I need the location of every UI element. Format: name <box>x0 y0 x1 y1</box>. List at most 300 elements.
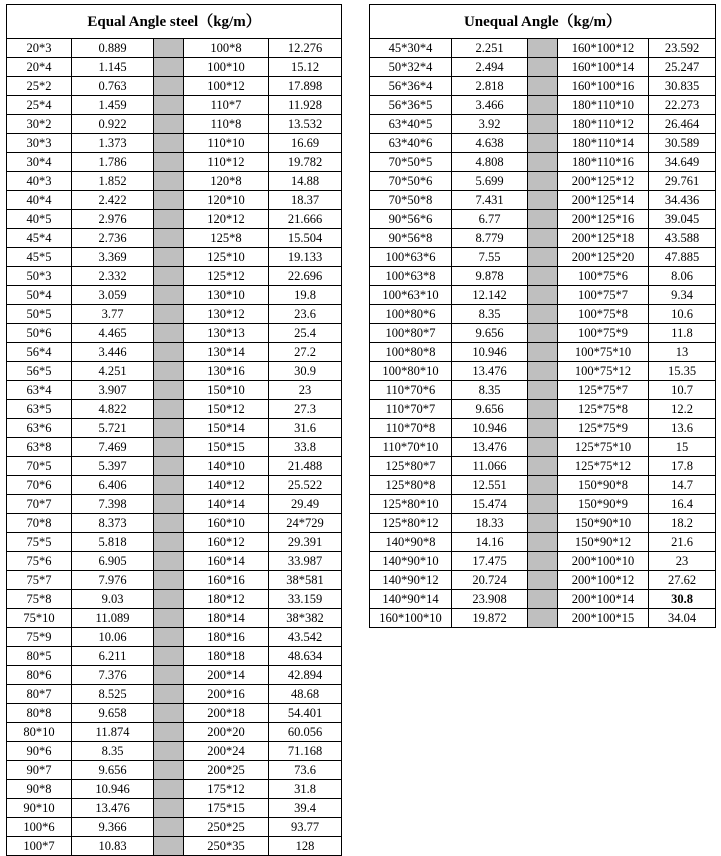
size-cell: 80*5 <box>7 647 72 666</box>
size-cell: 100*63*8 <box>370 267 452 286</box>
weight-cell: 16.4 <box>649 495 716 514</box>
separator-cell <box>154 286 184 305</box>
weight-cell: 30.9 <box>269 362 342 381</box>
size-cell: 130*12 <box>184 305 269 324</box>
weight-cell: 13.532 <box>269 115 342 134</box>
size-cell: 120*8 <box>184 172 269 191</box>
weight-cell: 6.211 <box>72 647 154 666</box>
separator-cell <box>154 514 184 533</box>
separator-cell <box>528 229 558 248</box>
weight-cell: 1.373 <box>72 134 154 153</box>
size-cell: 180*110*14 <box>558 134 649 153</box>
table-row <box>7 248 342 267</box>
weight-cell: 33.8 <box>269 438 342 457</box>
weight-cell: 21.666 <box>269 210 342 229</box>
table-row <box>370 229 716 248</box>
size-cell: 150*90*10 <box>558 514 649 533</box>
table-row <box>7 533 342 552</box>
size-cell: 70*50*5 <box>370 153 452 172</box>
weight-cell: 9.34 <box>649 286 716 305</box>
weight-cell: 19.782 <box>269 153 342 172</box>
weight-cell: 3.92 <box>452 115 528 134</box>
weight-cell: 9.656 <box>452 400 528 419</box>
weight-cell: 30.589 <box>649 134 716 153</box>
separator-cell <box>154 666 184 685</box>
separator-cell <box>154 229 184 248</box>
table-row <box>7 457 342 476</box>
weight-cell: 42.894 <box>269 666 342 685</box>
separator-cell <box>154 761 184 780</box>
separator-cell <box>154 115 184 134</box>
separator-cell <box>528 58 558 77</box>
size-cell: 200*100*12 <box>558 571 649 590</box>
separator-cell <box>528 96 558 115</box>
equal-angle-title: Equal Angle steel（kg/m） <box>7 5 342 39</box>
table-row <box>7 153 342 172</box>
weight-cell: 8.525 <box>72 685 154 704</box>
weight-cell: 10.946 <box>72 780 154 799</box>
size-cell: 200*125*12 <box>558 172 649 191</box>
size-cell: 140*10 <box>184 457 269 476</box>
size-cell: 63*8 <box>7 438 72 457</box>
size-cell: 90*6 <box>7 742 72 761</box>
size-cell: 150*90*12 <box>558 533 649 552</box>
weight-cell: 11.089 <box>72 609 154 628</box>
separator-cell <box>528 286 558 305</box>
size-cell: 110*70*7 <box>370 400 452 419</box>
weight-cell: 5.721 <box>72 419 154 438</box>
weight-cell: 4.808 <box>452 153 528 172</box>
weight-cell: 14.7 <box>649 476 716 495</box>
separator-cell <box>154 723 184 742</box>
separator-cell <box>154 552 184 571</box>
weight-cell: 39.045 <box>649 210 716 229</box>
table-row <box>7 305 342 324</box>
weight-cell: 8.779 <box>452 229 528 248</box>
equal-angle-table <box>6 4 342 856</box>
size-cell: 110*8 <box>184 115 269 134</box>
size-cell: 63*5 <box>7 400 72 419</box>
table-row <box>370 134 716 153</box>
size-cell: 56*36*5 <box>370 96 452 115</box>
weight-cell: 2.251 <box>452 39 528 58</box>
table-row <box>7 799 342 818</box>
table-row <box>7 685 342 704</box>
size-cell: 70*50*8 <box>370 191 452 210</box>
size-cell: 30*2 <box>7 115 72 134</box>
separator-cell <box>528 77 558 96</box>
weight-cell: 38*581 <box>269 571 342 590</box>
equal-angle-body <box>7 39 342 856</box>
weight-cell: 15.474 <box>452 495 528 514</box>
weight-cell: 13.476 <box>72 799 154 818</box>
size-cell: 80*8 <box>7 704 72 723</box>
table-row <box>7 552 342 571</box>
size-cell: 250*25 <box>184 818 269 837</box>
table-row <box>370 77 716 96</box>
size-cell: 70*8 <box>7 514 72 533</box>
size-cell: 110*70*10 <box>370 438 452 457</box>
size-cell: 70*50*6 <box>370 172 452 191</box>
separator-cell <box>154 210 184 229</box>
size-cell: 130*10 <box>184 286 269 305</box>
weight-cell: 9.03 <box>72 590 154 609</box>
table-row <box>7 571 342 590</box>
separator-cell <box>528 39 558 58</box>
size-cell: 125*80*8 <box>370 476 452 495</box>
weight-cell: 30.8 <box>649 590 716 609</box>
weight-cell: 4.251 <box>72 362 154 381</box>
table-row <box>7 628 342 647</box>
weight-cell: 43.588 <box>649 229 716 248</box>
separator-cell <box>528 419 558 438</box>
table-row <box>7 400 342 419</box>
weight-cell: 24*729 <box>269 514 342 533</box>
separator-cell <box>154 267 184 286</box>
size-cell: 140*12 <box>184 476 269 495</box>
size-cell: 125*75*7 <box>558 381 649 400</box>
weight-cell: 23.6 <box>269 305 342 324</box>
size-cell: 180*110*16 <box>558 153 649 172</box>
weight-cell: 13.476 <box>452 438 528 457</box>
weight-cell: 15 <box>649 438 716 457</box>
weight-cell: 33.159 <box>269 590 342 609</box>
separator-cell <box>528 476 558 495</box>
size-cell: 110*70*6 <box>370 381 452 400</box>
weight-cell: 27.62 <box>649 571 716 590</box>
table-row <box>7 609 342 628</box>
weight-cell: 5.818 <box>72 533 154 552</box>
table-row <box>370 153 716 172</box>
weight-cell: 21.6 <box>649 533 716 552</box>
weight-cell: 34.649 <box>649 153 716 172</box>
table-row <box>7 818 342 837</box>
weight-cell: 23 <box>269 381 342 400</box>
size-cell: 50*4 <box>7 286 72 305</box>
size-cell: 75*6 <box>7 552 72 571</box>
table-row <box>7 115 342 134</box>
separator-cell <box>154 609 184 628</box>
weight-cell: 3.466 <box>452 96 528 115</box>
weight-cell: 9.878 <box>452 267 528 286</box>
size-cell: 90*56*8 <box>370 229 452 248</box>
weight-cell: 3.369 <box>72 248 154 267</box>
separator-cell <box>154 780 184 799</box>
table-row <box>370 495 716 514</box>
size-cell: 150*12 <box>184 400 269 419</box>
weight-cell: 16.69 <box>269 134 342 153</box>
size-cell: 120*12 <box>184 210 269 229</box>
separator-cell <box>528 381 558 400</box>
table-row <box>370 438 716 457</box>
separator-cell <box>528 153 558 172</box>
size-cell: 200*125*14 <box>558 191 649 210</box>
weight-cell: 23 <box>649 552 716 571</box>
weight-cell: 1.852 <box>72 172 154 191</box>
size-cell: 200*18 <box>184 704 269 723</box>
separator-cell <box>154 647 184 666</box>
weight-cell: 2.818 <box>452 77 528 96</box>
table-row <box>7 96 342 115</box>
table-row <box>370 419 716 438</box>
separator-cell <box>154 799 184 818</box>
weight-cell: 30.835 <box>649 77 716 96</box>
separator-cell <box>528 267 558 286</box>
size-cell: 140*90*8 <box>370 533 452 552</box>
weight-cell: 27.3 <box>269 400 342 419</box>
size-cell: 200*125*20 <box>558 248 649 267</box>
separator-cell <box>154 742 184 761</box>
table-row <box>370 324 716 343</box>
separator-cell <box>154 248 184 267</box>
size-cell: 100*63*6 <box>370 248 452 267</box>
size-cell: 70*7 <box>7 495 72 514</box>
table-row <box>370 115 716 134</box>
separator-cell <box>528 571 558 590</box>
weight-cell: 10.6 <box>649 305 716 324</box>
separator-cell <box>154 457 184 476</box>
separator-cell <box>154 362 184 381</box>
separator-cell <box>528 134 558 153</box>
weight-cell: 7.469 <box>72 438 154 457</box>
separator-cell <box>528 210 558 229</box>
size-cell: 75*8 <box>7 590 72 609</box>
unequal-angle-table <box>369 4 716 628</box>
weight-cell: 11.928 <box>269 96 342 115</box>
size-cell: 75*7 <box>7 571 72 590</box>
size-cell: 250*35 <box>184 837 269 856</box>
weight-cell: 10.83 <box>72 837 154 856</box>
size-cell: 125*12 <box>184 267 269 286</box>
table-row <box>370 571 716 590</box>
weight-cell: 8.35 <box>72 742 154 761</box>
separator-cell <box>154 58 184 77</box>
weight-cell: 20.724 <box>452 571 528 590</box>
separator-cell <box>528 609 558 628</box>
separator-cell <box>154 172 184 191</box>
weight-cell: 47.885 <box>649 248 716 267</box>
weight-cell: 18.37 <box>269 191 342 210</box>
weight-cell: 5.397 <box>72 457 154 476</box>
size-cell: 125*75*12 <box>558 457 649 476</box>
size-cell: 25*4 <box>7 96 72 115</box>
separator-cell <box>528 457 558 476</box>
weight-cell: 12.142 <box>452 286 528 305</box>
size-cell: 40*5 <box>7 210 72 229</box>
separator-cell <box>154 39 184 58</box>
size-cell: 160*12 <box>184 533 269 552</box>
size-cell: 100*8 <box>184 39 269 58</box>
table-row <box>7 723 342 742</box>
weight-cell: 0.922 <box>72 115 154 134</box>
separator-cell <box>154 571 184 590</box>
weight-cell: 8.35 <box>452 381 528 400</box>
weight-cell: 17.8 <box>649 457 716 476</box>
weight-cell: 21.488 <box>269 457 342 476</box>
weight-cell: 15.504 <box>269 229 342 248</box>
table-row <box>7 191 342 210</box>
size-cell: 50*32*4 <box>370 58 452 77</box>
size-cell: 160*100*12 <box>558 39 649 58</box>
weight-cell: 19.872 <box>452 609 528 628</box>
table-row <box>370 191 716 210</box>
separator-cell <box>154 837 184 856</box>
table-row <box>7 837 342 856</box>
table-row <box>370 514 716 533</box>
weight-cell: 13.6 <box>649 419 716 438</box>
weight-cell: 7.398 <box>72 495 154 514</box>
weight-cell: 48.634 <box>269 647 342 666</box>
size-cell: 160*14 <box>184 552 269 571</box>
size-cell: 45*5 <box>7 248 72 267</box>
weight-cell: 54.401 <box>269 704 342 723</box>
table-row <box>370 609 716 628</box>
weight-cell: 4.822 <box>72 400 154 419</box>
size-cell: 63*40*6 <box>370 134 452 153</box>
weight-cell: 73.6 <box>269 761 342 780</box>
size-cell: 180*12 <box>184 590 269 609</box>
size-cell: 80*7 <box>7 685 72 704</box>
size-cell: 90*7 <box>7 761 72 780</box>
size-cell: 75*9 <box>7 628 72 647</box>
size-cell: 140*90*12 <box>370 571 452 590</box>
weight-cell: 2.494 <box>452 58 528 77</box>
weight-cell: 14.16 <box>452 533 528 552</box>
table-row <box>7 761 342 780</box>
separator-cell <box>154 818 184 837</box>
weight-cell: 19.8 <box>269 286 342 305</box>
weight-cell: 0.889 <box>72 39 154 58</box>
separator-cell <box>528 438 558 457</box>
separator-cell <box>154 305 184 324</box>
size-cell: 63*6 <box>7 419 72 438</box>
weight-cell: 26.464 <box>649 115 716 134</box>
table-row <box>7 58 342 77</box>
weight-cell: 2.976 <box>72 210 154 229</box>
separator-cell <box>528 305 558 324</box>
table-row <box>7 343 342 362</box>
table-row <box>370 552 716 571</box>
size-cell: 56*5 <box>7 362 72 381</box>
separator-cell <box>154 438 184 457</box>
size-cell: 160*100*14 <box>558 58 649 77</box>
table-row <box>7 647 342 666</box>
weight-cell: 31.8 <box>269 780 342 799</box>
size-cell: 125*80*10 <box>370 495 452 514</box>
table-row <box>7 495 342 514</box>
size-cell: 175*15 <box>184 799 269 818</box>
weight-cell: 29.391 <box>269 533 342 552</box>
weight-cell: 31.6 <box>269 419 342 438</box>
table-row <box>7 77 342 96</box>
size-cell: 160*16 <box>184 571 269 590</box>
weight-cell: 17.898 <box>269 77 342 96</box>
size-cell: 150*15 <box>184 438 269 457</box>
separator-cell <box>528 552 558 571</box>
weight-cell: 22.273 <box>649 96 716 115</box>
weight-cell: 1.786 <box>72 153 154 172</box>
separator-cell <box>154 400 184 419</box>
size-cell: 200*100*14 <box>558 590 649 609</box>
weight-cell: 10.946 <box>452 419 528 438</box>
size-cell: 50*5 <box>7 305 72 324</box>
size-cell: 40*4 <box>7 191 72 210</box>
table-row <box>7 742 342 761</box>
weight-cell: 13.476 <box>452 362 528 381</box>
size-cell: 120*10 <box>184 191 269 210</box>
weight-cell: 34.04 <box>649 609 716 628</box>
weight-cell: 48.68 <box>269 685 342 704</box>
weight-cell: 34.436 <box>649 191 716 210</box>
table-row <box>7 704 342 723</box>
weight-cell: 4.465 <box>72 324 154 343</box>
separator-cell <box>154 495 184 514</box>
size-cell: 100*80*6 <box>370 305 452 324</box>
table-row <box>370 381 716 400</box>
separator-cell <box>154 96 184 115</box>
size-cell: 200*125*16 <box>558 210 649 229</box>
size-cell: 125*75*9 <box>558 419 649 438</box>
unequal-angle-body <box>370 39 716 628</box>
size-cell: 130*13 <box>184 324 269 343</box>
table-row <box>7 324 342 343</box>
table-row <box>370 210 716 229</box>
size-cell: 100*80*8 <box>370 343 452 362</box>
weight-cell: 128 <box>269 837 342 856</box>
separator-cell <box>528 495 558 514</box>
weight-cell: 18.33 <box>452 514 528 533</box>
separator-cell <box>154 77 184 96</box>
table-row <box>7 210 342 229</box>
table-row <box>7 514 342 533</box>
separator-cell <box>154 533 184 552</box>
weight-cell: 60.056 <box>269 723 342 742</box>
weight-cell: 4.638 <box>452 134 528 153</box>
size-cell: 140*90*10 <box>370 552 452 571</box>
separator-cell <box>154 419 184 438</box>
size-cell: 140*90*14 <box>370 590 452 609</box>
weight-cell: 25.522 <box>269 476 342 495</box>
weight-cell: 7.976 <box>72 571 154 590</box>
weight-cell: 93.77 <box>269 818 342 837</box>
size-cell: 70*5 <box>7 457 72 476</box>
weight-cell: 1.145 <box>72 58 154 77</box>
weight-cell: 6.406 <box>72 476 154 495</box>
size-cell: 80*6 <box>7 666 72 685</box>
unequal-angle-title: Unequal Angle（kg/m） <box>370 5 716 39</box>
weight-cell: 9.658 <box>72 704 154 723</box>
size-cell: 45*30*4 <box>370 39 452 58</box>
table-row <box>370 362 716 381</box>
weight-cell: 17.475 <box>452 552 528 571</box>
size-cell: 100*6 <box>7 818 72 837</box>
size-cell: 180*16 <box>184 628 269 647</box>
weight-cell: 8.373 <box>72 514 154 533</box>
weight-cell: 7.376 <box>72 666 154 685</box>
size-cell: 20*4 <box>7 58 72 77</box>
weight-cell: 7.55 <box>452 248 528 267</box>
size-cell: 100*80*10 <box>370 362 452 381</box>
size-cell: 200*25 <box>184 761 269 780</box>
weight-cell: 2.736 <box>72 229 154 248</box>
size-cell: 100*75*7 <box>558 286 649 305</box>
size-cell: 140*14 <box>184 495 269 514</box>
weight-cell: 3.907 <box>72 381 154 400</box>
size-cell: 100*80*7 <box>370 324 452 343</box>
weight-cell: 29.761 <box>649 172 716 191</box>
weight-cell: 5.699 <box>452 172 528 191</box>
weight-cell: 8.35 <box>452 305 528 324</box>
